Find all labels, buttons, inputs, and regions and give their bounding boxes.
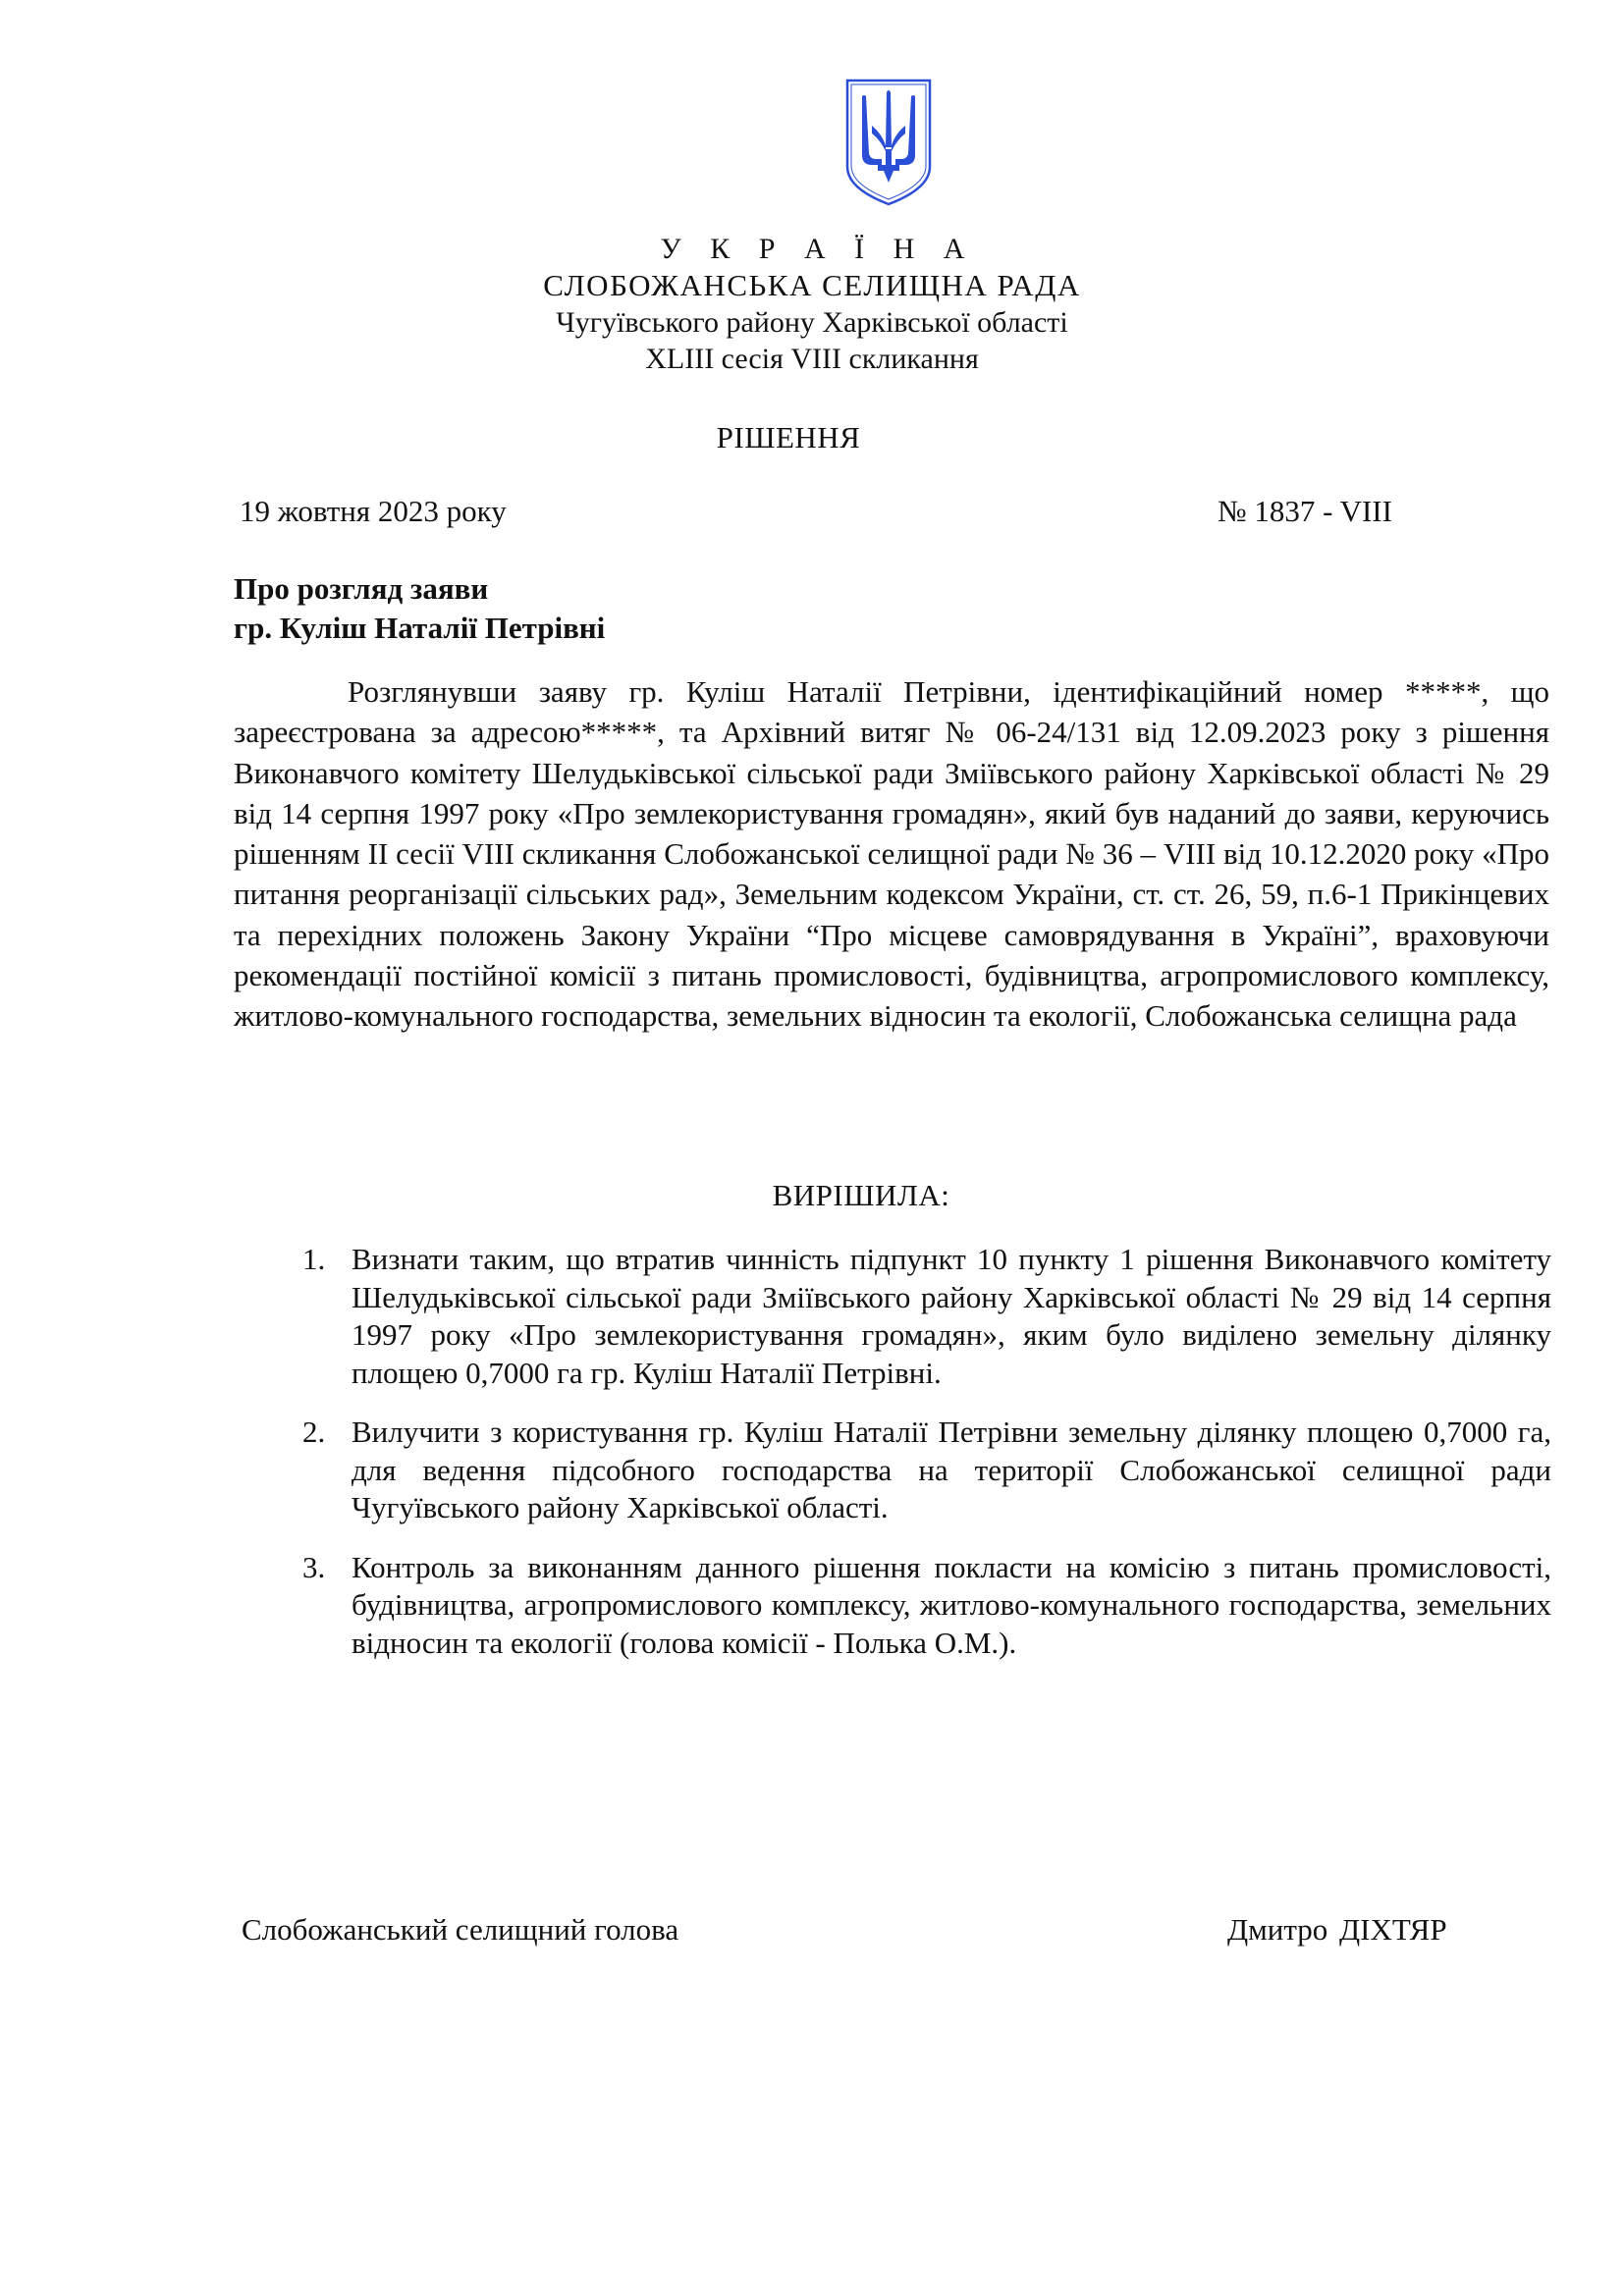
decision-subject xyxy=(234,569,605,648)
district-name: Чугуївського району Харківської області xyxy=(556,306,1068,339)
decision-item-number: 1. xyxy=(302,1242,326,1276)
document-type: РІШЕННЯ xyxy=(716,420,861,454)
decision-number: № 1837 - VIII xyxy=(1218,494,1392,528)
decision-list xyxy=(295,1241,1551,1662)
decision-item-1 xyxy=(295,1241,1551,1392)
signatory-name: Дмитро ДІХТЯР xyxy=(1227,1912,1447,1947)
decision-item-text: Вилучити з користування гр. Куліш Наталії Петрівни земельну ділянку площею 0,7000 га, для ведення підсобного господарства на території Слобожанської селищної ради Чугуївського району Харківської області. xyxy=(352,1415,1551,1524)
decision-item-3 xyxy=(295,1549,1551,1663)
decision-item-text: Визнати таким, що втратив чинність підпункт 10 пункту 1 рішення Виконавчого комітету Шелудьківської сільської ради Зміївського району Харківської області № 29 від 14 серпня 1997 року «Про землекористування громадян», яким було виділено земельну ділянку площею 0,7000 га гр. Куліш Наталії Петрівні. xyxy=(352,1242,1551,1390)
decision-item-number: 3. xyxy=(302,1549,326,1584)
signatory-role: Слобожанський селищний голова xyxy=(242,1912,679,1947)
subject-line-1: Про розгляд заяви xyxy=(234,571,489,606)
council-name: СЛОБОЖАНСЬКА СЕЛИЩНА РАДА xyxy=(543,268,1081,302)
coat-of-arms-of-ukraine-icon xyxy=(842,77,935,208)
decision-date: 19 жовтня 2023 року xyxy=(240,494,507,528)
session-title: XLIII сесія VIII скликання xyxy=(645,343,979,375)
decision-item-text: Контроль за виконанням данного рішення покласти на комісію з питань промисловості, будівництва, агропромислового комплексу, житлово-комунального господарства, земельних відносин та екології (голова комісії - Полька О.М.). xyxy=(352,1549,1551,1660)
preamble-paragraph: Розглянувши заяву гр. Куліш Наталії Петрівни, ідентифікаційний номер *****, що зареєстрована за адресою*****, та Архівний витяг № 06-24/131 від 12.09.2023 року з рішення Виконавчого комітету Шелудьківської сільської ради Зміївського району Харківської області № 29 від 14 серпня 1997 року «Про землекористування громадян», який був наданий до заяви, керуючись рішенням ІІ сесії VIII скликання Слобожанської селищної ради № 36 – VIII від 10.12.2020 року «Про питання реорганізації сільських рад», Земельним кодексом України, ст. ст. 26, 59, п.6-1 Прикінцевих та перехідних положень Закону України “Про місцеве самоврядування в Україні”, враховуючи рекомендації постійної комісії з питань промисловості, будівництва, агропромислового комплексу, житлово-комунального господарства, земельних відносин та екології, Слобожанська селищна рада xyxy=(234,674,1549,1034)
resolved-heading: ВИРІШИЛА: xyxy=(772,1178,950,1212)
subject-line-2: гр. Куліш Наталії Петрівні xyxy=(234,611,606,645)
decision-item-2 xyxy=(295,1414,1551,1527)
decision-item-number: 2. xyxy=(302,1415,326,1449)
country-name: У К Р А Ї Н А xyxy=(660,233,976,265)
